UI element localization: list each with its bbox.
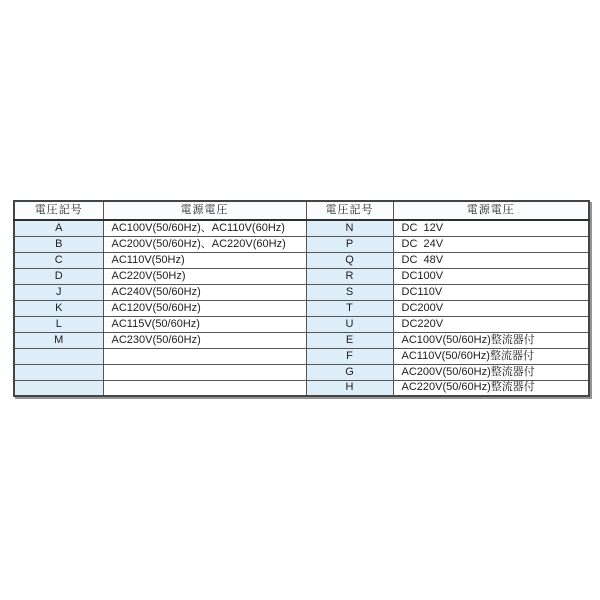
voltage-cell (103, 380, 306, 396)
table-row (14, 236, 589, 252)
code-cell: L (14, 316, 103, 332)
code-cell: U (306, 316, 393, 332)
code-cell: Q (306, 252, 393, 268)
header-supply-voltage-right: 電源電圧 (393, 201, 589, 220)
voltage-cell: DC110V (393, 284, 589, 300)
voltage-cell: DC220V (393, 316, 589, 332)
voltage-cell (103, 348, 306, 364)
code-cell (14, 364, 103, 380)
code-cell (14, 380, 103, 396)
code-cell: F (306, 348, 393, 364)
code-cell: C (14, 252, 103, 268)
voltage-cell: AC200V(50/60Hz)、AC220V(60Hz) (103, 236, 306, 252)
code-cell: G (306, 364, 393, 380)
table-row (14, 284, 589, 300)
voltage-cell: DC 24V (393, 236, 589, 252)
code-cell: S (306, 284, 393, 300)
code-cell: R (306, 268, 393, 284)
table-row (14, 380, 589, 396)
code-cell: D (14, 268, 103, 284)
header-supply-voltage-left: 電源電圧 (103, 201, 306, 220)
table-row (14, 364, 589, 380)
table-row (14, 268, 589, 284)
code-cell: K (14, 300, 103, 316)
voltage-cell: AC240V(50/60Hz) (103, 284, 306, 300)
table-row (14, 252, 589, 268)
code-cell (14, 348, 103, 364)
table-row (14, 348, 589, 364)
voltage-cell: AC120V(50/60Hz) (103, 300, 306, 316)
voltage-cell: AC115V(50/60Hz) (103, 316, 306, 332)
table-header-row (14, 201, 589, 220)
voltage-cell: AC220V(50/60Hz)整流器付 (393, 380, 589, 396)
voltage-cell: AC200V(50/60Hz)整流器付 (393, 364, 589, 380)
voltage-cell: DC 12V (393, 220, 589, 236)
voltage-cell (103, 364, 306, 380)
code-cell: T (306, 300, 393, 316)
code-cell: M (14, 332, 103, 348)
voltage-cell: AC100V(50/60Hz)、AC110V(60Hz) (103, 220, 306, 236)
voltage-cell: AC220V(50Hz) (103, 268, 306, 284)
table-row (14, 316, 589, 332)
code-cell: H (306, 380, 393, 396)
code-cell: J (14, 284, 103, 300)
code-cell: B (14, 236, 103, 252)
table-row (14, 300, 589, 316)
code-cell: A (14, 220, 103, 236)
table-row (14, 332, 589, 348)
voltage-cell: AC110V(50Hz) (103, 252, 306, 268)
header-voltage-code-right: 電圧記号 (306, 201, 393, 220)
voltage-cell: AC100V(50/60Hz)整流器付 (393, 332, 589, 348)
voltage-cell: DC100V (393, 268, 589, 284)
voltage-cell: AC110V(50/60Hz)整流器付 (393, 348, 589, 364)
code-cell: P (306, 236, 393, 252)
voltage-cell: DC200V (393, 300, 589, 316)
voltage-cell: DC 48V (393, 252, 589, 268)
table-row (14, 220, 589, 236)
voltage-cell: AC230V(50/60Hz) (103, 332, 306, 348)
code-cell: N (306, 220, 393, 236)
voltage-code-table (13, 200, 590, 397)
header-voltage-code-left: 電圧記号 (14, 201, 103, 220)
code-cell: E (306, 332, 393, 348)
